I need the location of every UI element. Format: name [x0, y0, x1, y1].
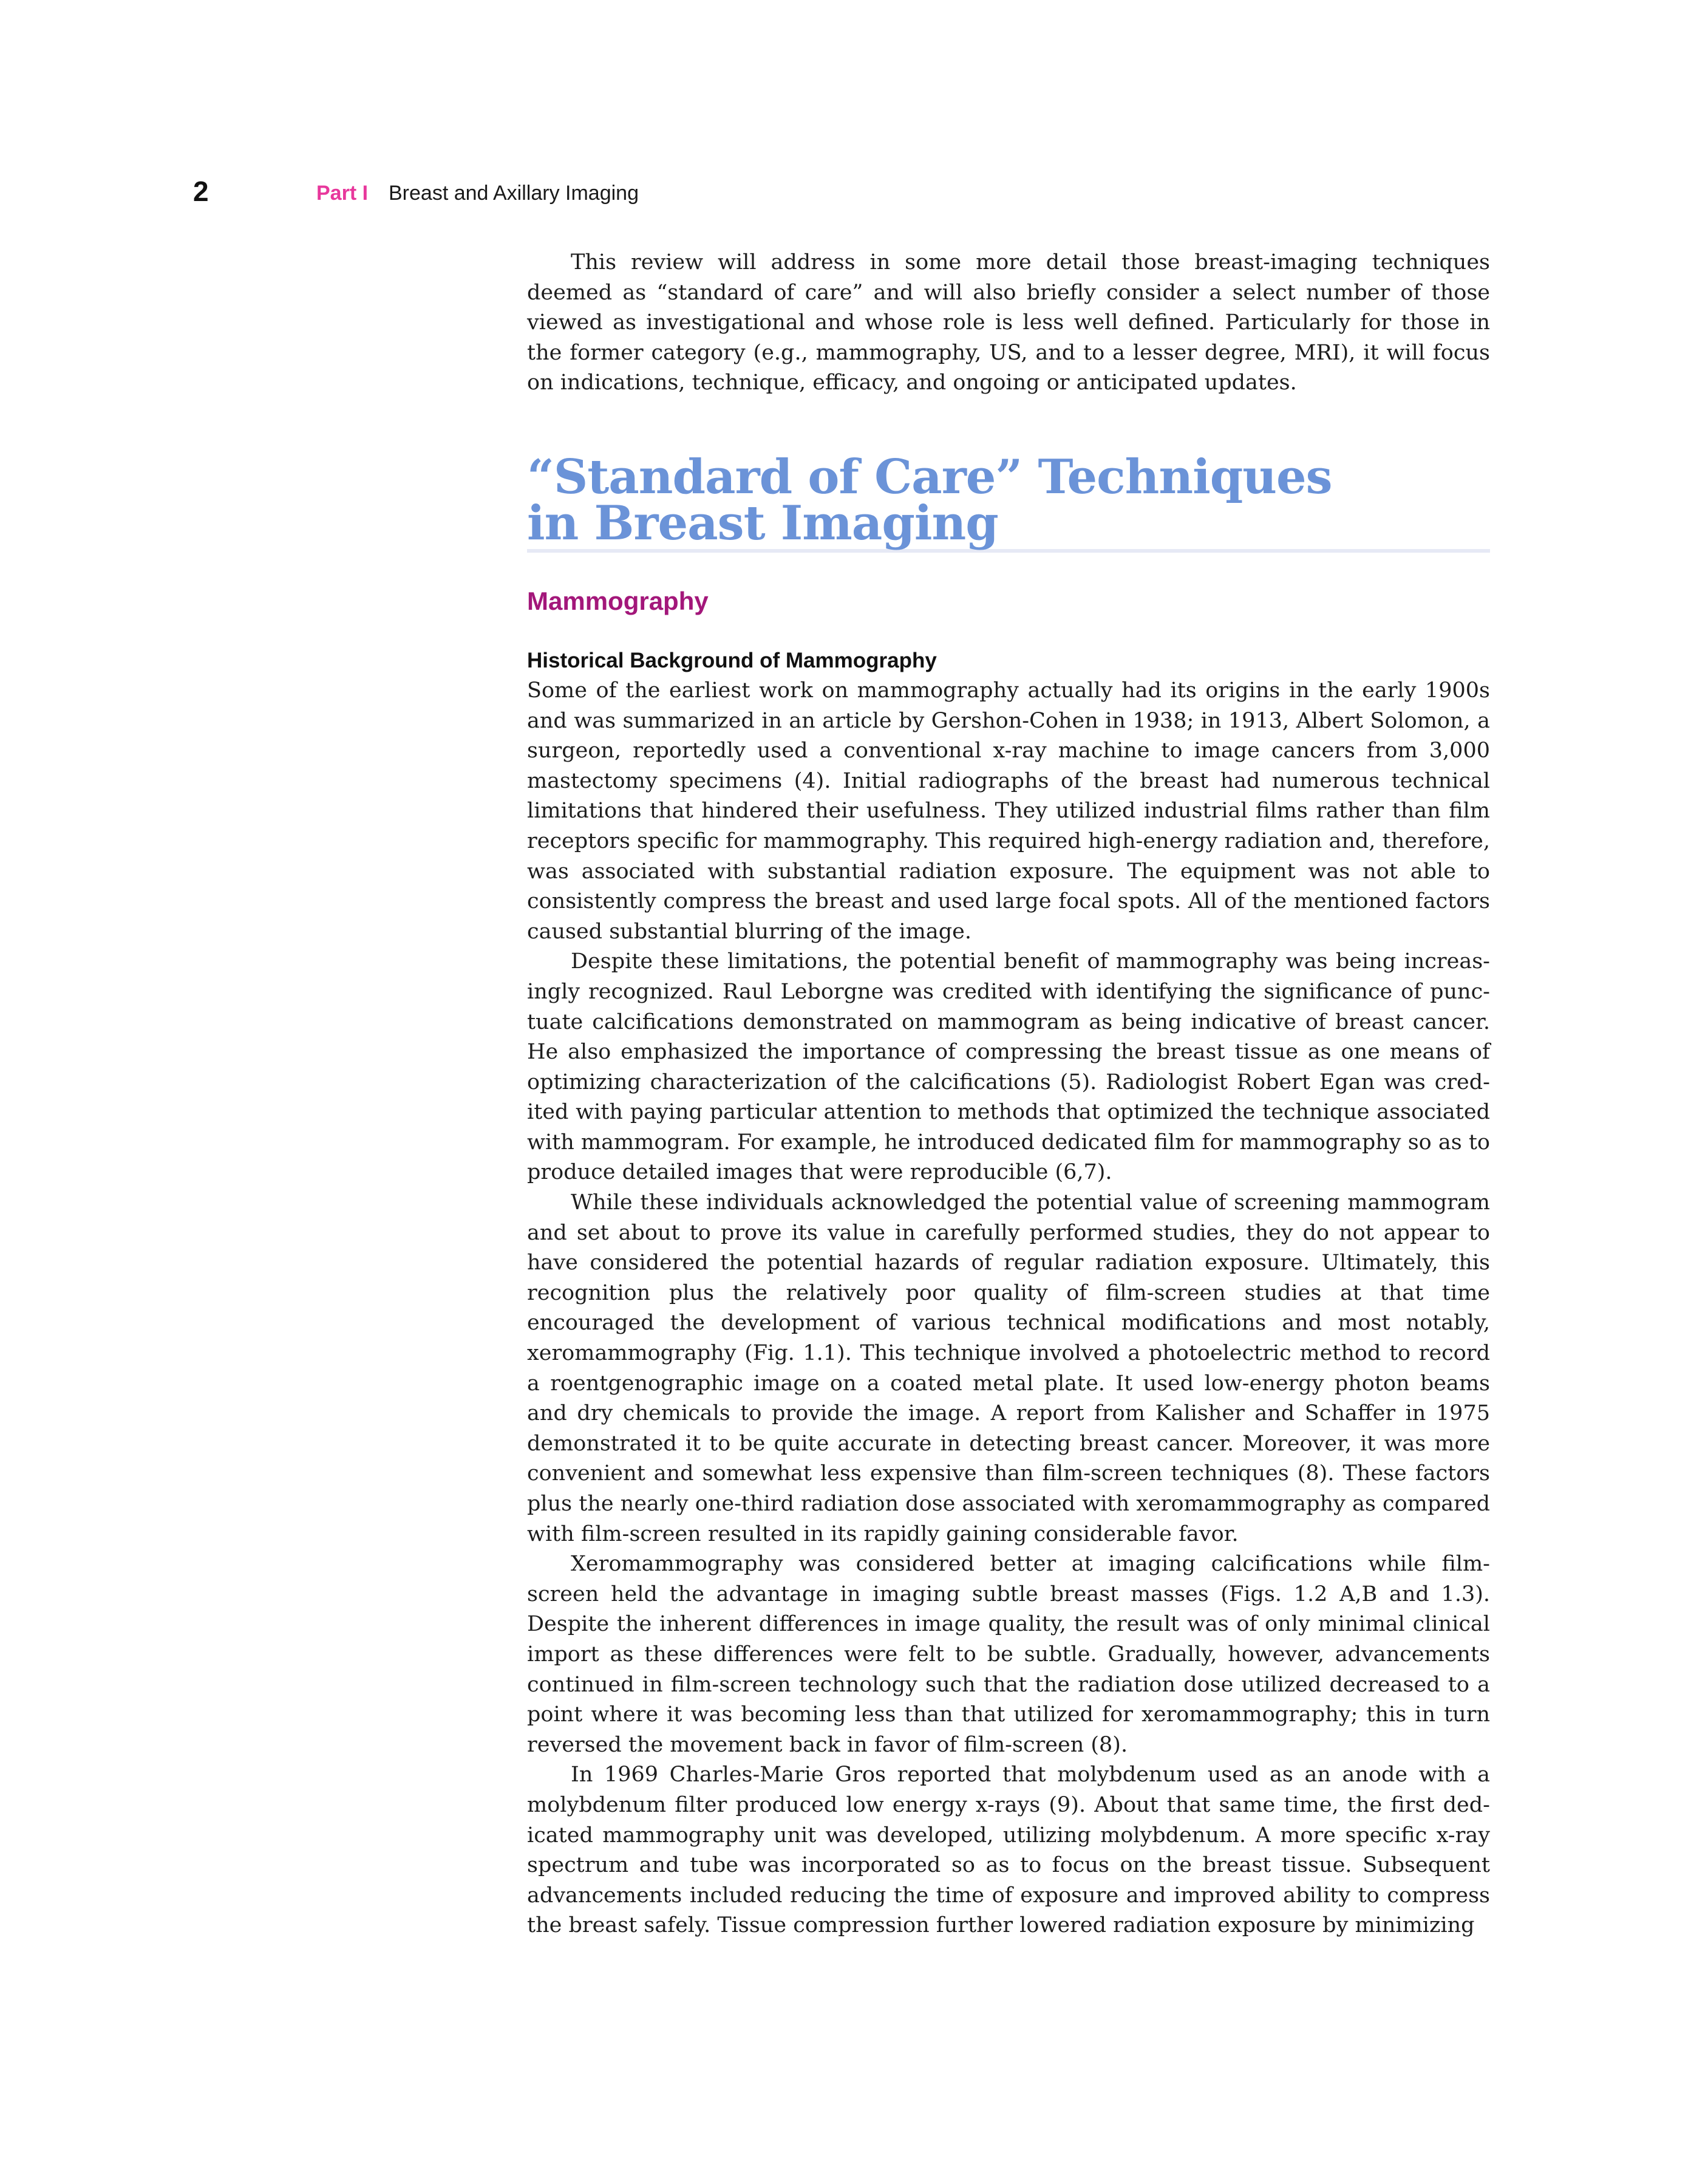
- running-head: [193, 173, 1529, 216]
- spacer: [527, 620, 1490, 646]
- body-paragraph-4: Xeromammography was considered better at imaging calcifications while film-screen held the advantage in imaging subtle breast masses (Figs. 1.2 A,B and 1.3). Despite the inherent differences in image quality, the result was of only minimal clinical import as these differences were felt to be subtle. Gradually, however, advancements continued in film-screen technology such that the radiation dose utilized decreased to a point where it was becoming less than that utilized for xeromammography; this in turn reversed the movement back in favor of film-screen (8).: [527, 1552, 1490, 1757]
- main-content: [527, 248, 1490, 1941]
- section-heading-line2: in Breast Imaging: [527, 495, 998, 551]
- body-paragraph-3: While these individuals acknowledged the potential value of screening mammogram and set about to prove its value in carefully performed studies, they do not appear to have considered the potential hazards of regular radiation exposure. Ultimately, this recognition plus the relatively poor quality of film-screen studies at that time encouraged the development of various technical modifications and most notably, xeromammography (Fig. 1.1). This technique involved a photoelectric method to record a roentgenographic image on a coated metal plate. It used low-energy photon beams and dry chemicals to provide the image. A report from Kalisher and Schaffer in 1975 demonstrated it to be quite accurate in detecting breast cancer. Moreover, it was more convenient and somewhat less expensive than film-screen techniques (8). These factors plus the nearly one-third radiation dose associated with xeromammography as compared with film-screen resulted in its rapidly gaining considerable favor.: [527, 1190, 1490, 1546]
- section-heading-line1: “Standard of Care” Techniques: [527, 449, 1332, 505]
- subsubheading-historical-background: Historical Background of Mammography: [527, 648, 937, 672]
- subheading-mammography: Mammography: [527, 586, 709, 615]
- body-paragraph-1: Some of the earliest work on mammography actually had its origins in the early 1900s and was summarized in an article by Gershon-Cohen in 1938; in 1913, Albert Solomon, a surgeon, reportedly used a conventional x-ray machine to image cancers from 3,000 mastectomy specimens (4). Initial radiographs of the breast had numerous technical limitations that hindered their usefulness. They utilized industrial films rather than film receptors specific for mammography. This required high-energy radiation and, therefore, was associated with substantial radiation exposure. The equipment was not able to consistently compress the breast and used large focal spots. All of the mentioned factors caused substantial blurring of the image.: [527, 678, 1490, 944]
- body-paragraph-2: Despite these limitations, the potential benefit of mammography was being increasingly recognized. Raul Leborgne was credited with identifying the significance of punctuate calcifications demonstrated on mammogram as being indicative of breast cancer. He also emphasized the importance of compressing the breast tissue as one means of optimizing characterization of the calcifications (5). Radiologist Robert Egan was credited with paying particular attention to methods that optimized the technique associated with mammogram. For example, he introduced dedicated film for mammography so as to produce detailed images that were reproducible (6,7).: [527, 949, 1490, 1185]
- spacer: [527, 553, 1490, 583]
- section-heading: [527, 449, 1490, 553]
- body-paragraph-5: In 1969 Charles-Marie Gros reported that molybdenum used as an anode with a molybdenum filter produced low energy x-rays (9). About that same time, the first dedicated mammography unit was developed, utilizing molybdenum. A more specific x-ray spectrum and tube was incorporated so as to focus on the breast tissue. Subsequent advancements included reducing the time of exposure and improved ability to compress the breast safely. Tissue compression further lowered radiation exposure by minimizing: [527, 1763, 1490, 1938]
- spacer: [527, 398, 1490, 454]
- intro-paragraph: This review will address in some more detail those breast-imaging techniques deemed as “standard of care” and will also briefly consider a select number of those viewed as investigational and whose role is less well defined. Particularly for those in the former category (e.g., mammography, US, and to a lesser degree, MRI), it will focus on indications, technique, efficacy, and ongoing or anticipated updates.: [527, 250, 1490, 395]
- page-number: 2: [193, 176, 209, 207]
- part-label: Part I: [316, 182, 369, 205]
- part-title: Breast and Axillary Imaging: [389, 182, 639, 205]
